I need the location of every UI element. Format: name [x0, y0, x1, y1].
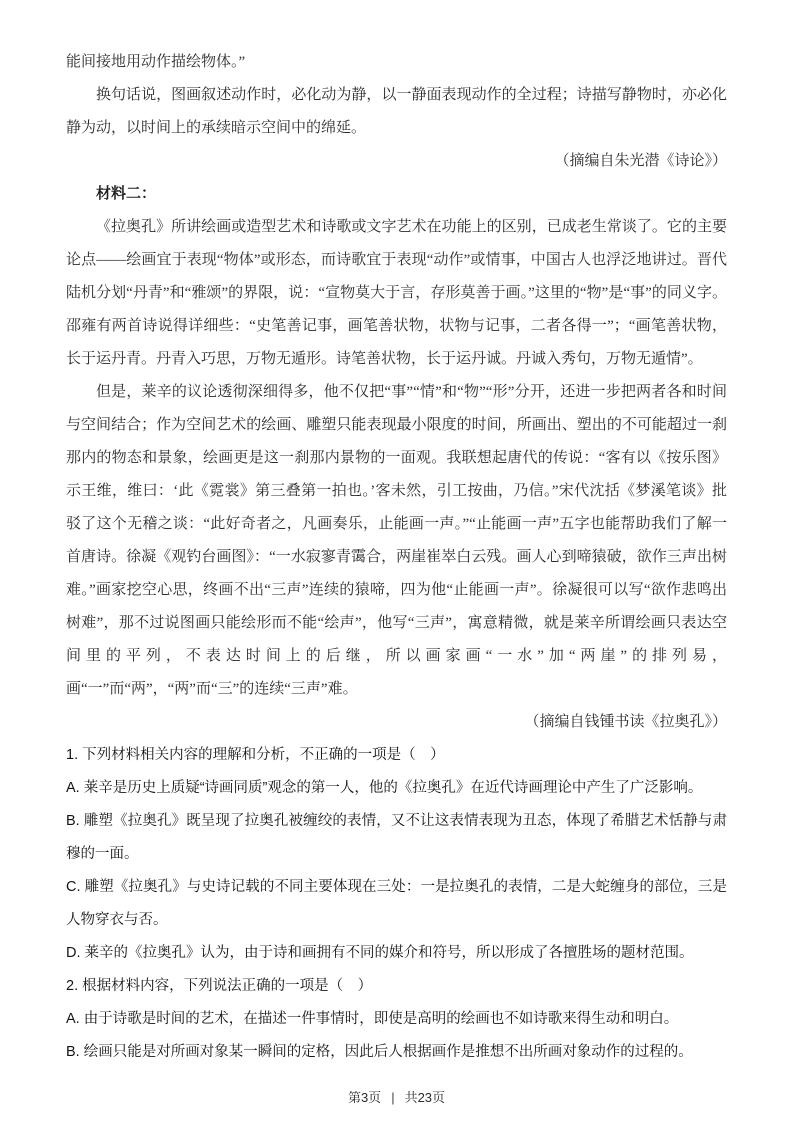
question-1-option-d: D. 莱辛的《拉奥孔》认为，由于诗和画拥有不同的媒介和符号，所以形成了各擅胜场的题材范围。: [66, 945, 694, 961]
material-one-ending-line: 能间接地用动作描绘物体。”: [66, 54, 246, 70]
material-one-paragraph: 换句话说，图画叙述动作时，必化动为静，以一静面表现动作的全过程；诗描写静物时，亦必化静为动，以时间上的承续暗示空间中的绵延。: [66, 87, 727, 136]
material-two-paragraph-1: 《拉奥孔》所讲绘画或造型艺术和诗歌或文字艺术在功能上的区别，已成老生常谈了。它的主要论点——绘画宜于表现“物体”或形态，而诗歌宜于表现“动作”或情事，中国古人也浮泛地讲过。晋代陆机分划“丹青”和“雅颂”的界限，说：“宣物莫大于言，存形莫善于画。”这里的“物”是“事”的同义字。邵雍有两首诗说得详细些：“史笔善记事，画笔善状物，状物与记事，二者各得一”；“画笔善状物，长于运丹青。丹青入巧思，万物无遁形。诗笔善状物，长于运丹诚。丹诚入秀句，万物无遁情”。: [66, 219, 727, 367]
question-2-option-b: B. 绘画只能是对所画对象某一瞬间的定格，因此后人根据画作是推想不出所画对象动作的过程的。: [66, 1044, 693, 1060]
footer-total-pages: 共23页: [404, 1090, 446, 1105]
question-1-stem: 1. 下列材料相关内容的理解和分析，不正确的一项是（ ）: [66, 747, 445, 763]
footer-separator: |: [391, 1090, 395, 1105]
question-2-option-a: A. 由于诗歌是时间的艺术，在描述一件事情时，即使是高明的绘画也不如诗歌来得生动和明白。: [66, 1011, 679, 1027]
question-1-option-b: B. 雕塑《拉奥孔》既呈现了拉奥孔被缠绞的表情，又不让这表情表现为丑态，体现了希腊艺术恬静与肃穆的一面。: [66, 813, 727, 862]
page-footer: [0, 1087, 793, 1106]
material-two-attribution: （摘编自钱锺书读《拉奥孔》）: [524, 714, 727, 730]
material-one-section: [66, 46, 727, 178]
questions-section: [66, 739, 727, 1069]
footer-current-page: 第3页: [347, 1090, 382, 1105]
material-two-section: [66, 178, 727, 739]
material-two-paragraph-2: 但是，莱辛的议论透彻深细得多，他不仅把“事”“情”和“物”“形”分开，还进一步把两者各和时间与空间结合；作为空间艺术的绘画、雕塑只能表现最小限度的时间，所画出、塑出的不可能超过一刹那内的物态和景象，绘画更是这一刹那内景物的一面观。我联想起唐代的传说：“客有以《按乐图》示王维，维曰：‘此《霓裳》第三叠第一拍也。’客未然，引工按曲，乃信。”宋代沈括《梦溪笔谈》批驳了这个无稽之谈：“此好奇者之，凡画奏乐，止能画一声。”“止能画一声”五字也能帮助我们了解一首唐诗。徐凝《观钓台画图》：“一水寂寥青霭合，两崖崔崒白云残。画人心到啼猿破，欲作三声出树难。”画家挖空心思，终画不出“三声”连续的猿啼，四为他“止能画一声”。徐凝很可以写“欲作悲鸣出树难”，那不过说图画只能绘形而不能“绘声”，他写“三声”，寓意精微，就是莱辛所谓绘画只表达空间里的平列，不表达时间上的后继，所以画家画“一水”加“两崖”的排列易，画“一”而“两”，“两”而“三”的连续“三声”难。: [66, 384, 727, 697]
question-1-option-c: C. 雕塑《拉奥孔》与史诗记载的不同主要体现在三处：一是拉奥孔的表情，二是大蛇缠身的部位，三是人物穿衣与否。: [66, 879, 727, 928]
material-one-attribution: （摘编自朱光潜《诗论》）: [554, 153, 727, 169]
material-two-heading: 材料二：: [96, 186, 157, 202]
question-1-option-a: A. 莱辛是历史上质疑“诗画同质”观念的第一人，他的《拉奥孔》在近代诗画理论中产生了广泛影响。: [66, 780, 703, 796]
question-2-stem: 2. 根据材料内容，下列说法正确的一项是（ ）: [66, 978, 373, 994]
